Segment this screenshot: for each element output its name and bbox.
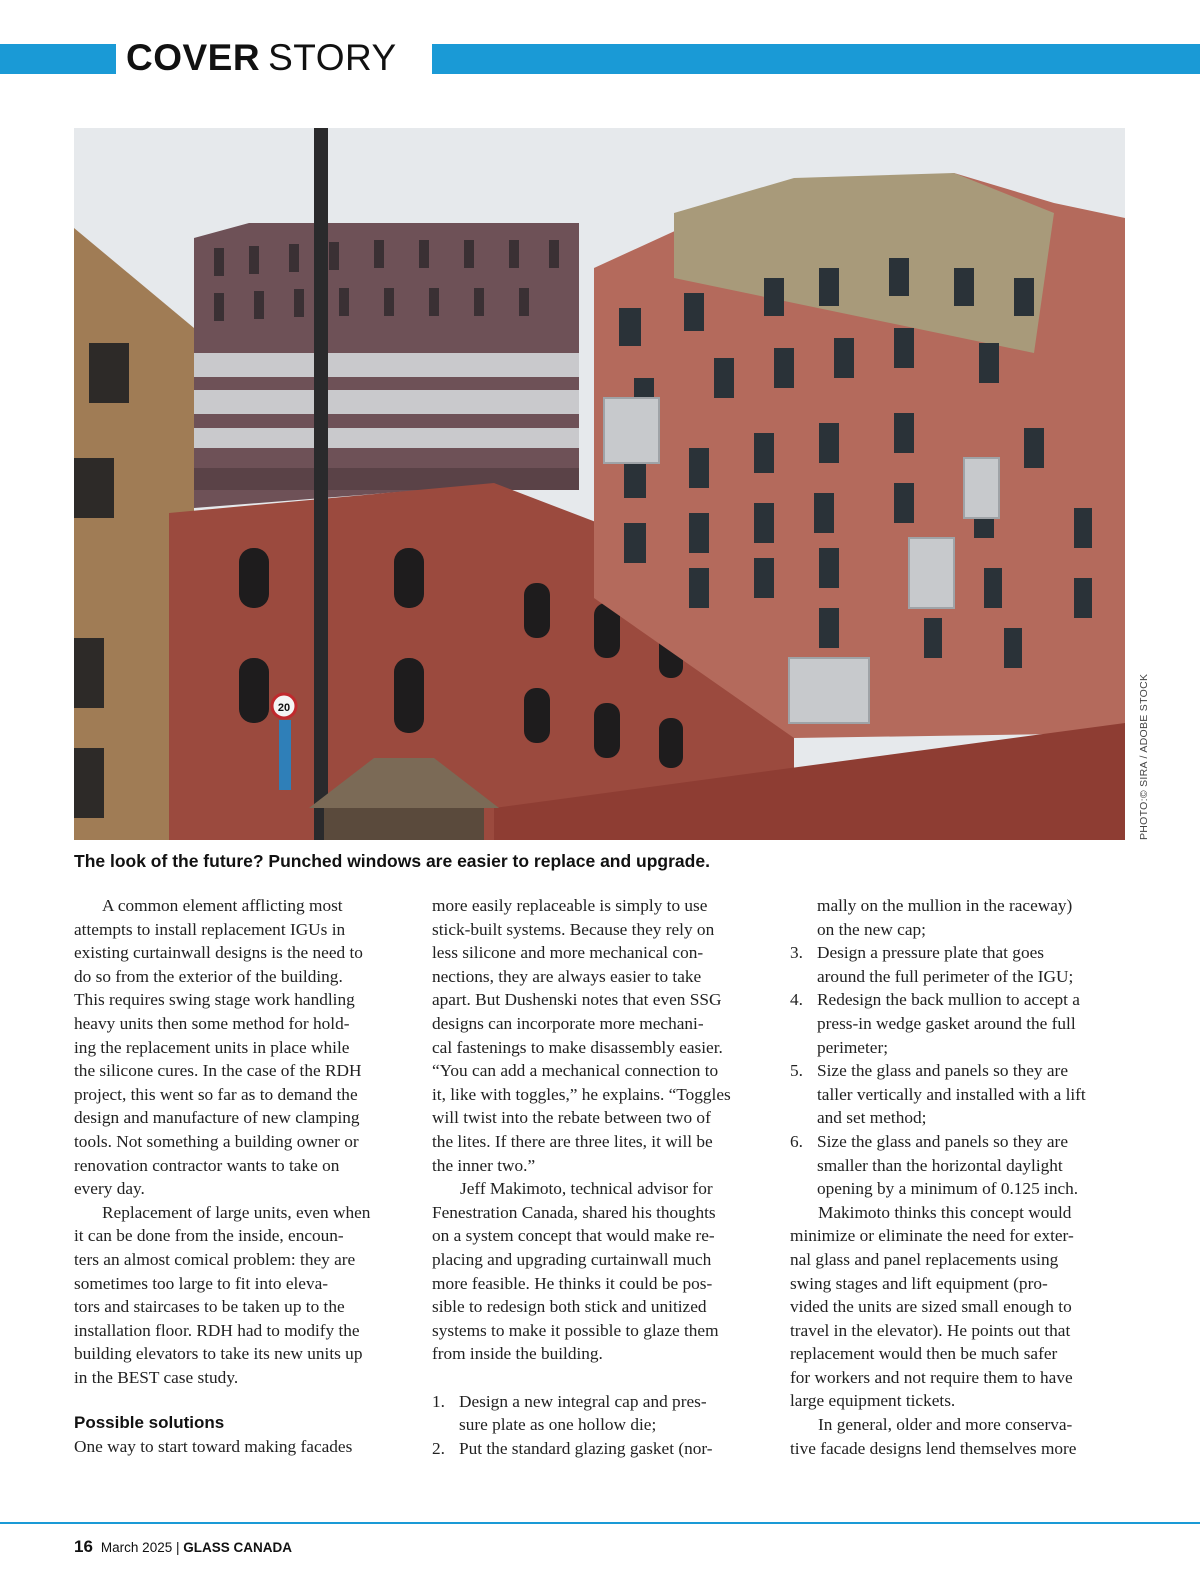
list-item	[432, 1390, 768, 1437]
text-column-2	[432, 894, 768, 1461]
list-text: Design a new integral cap and pres- sure plate as one hollow die;	[459, 1391, 707, 1435]
paragraph: In general, older and more conserva- tive facade designs lend themselves more	[790, 1415, 1077, 1458]
list-number: 1.	[432, 1391, 445, 1411]
header-accent-bar-right	[432, 44, 1200, 74]
building-photo-illustration	[74, 128, 1125, 840]
paragraph: One way to start toward making facades	[74, 1437, 353, 1457]
speed-sign-text: 20	[277, 702, 291, 714]
list-number: 5.	[790, 1061, 803, 1081]
list-continuation: mally on the mullion in the raceway) on the new cap;	[817, 896, 1073, 939]
paragraph: Replacement of large units, even when it can be done from the inside, encoun- ters an almost comical problem: they are sometimes too large to fit into eleva- tors and staircases to be taken up to the installation floor. RDH had to modify the building elevators to take its new units up in the BEST case study.	[74, 1202, 371, 1387]
list-item	[790, 1059, 1126, 1130]
magazine-name: GLASS CANADA	[183, 1540, 293, 1555]
list-item	[790, 988, 1126, 1059]
subheading: Possible solutions	[74, 1413, 225, 1433]
list-item	[790, 1130, 1126, 1201]
list-text: Put the standard glazing gasket (nor-	[459, 1439, 713, 1459]
list-text: Size the glass and panels so they are smaller than the horizontal daylight opening by a minimum of 0.125 inch.	[817, 1131, 1079, 1199]
photo-credit: PHOTO:© SIRA / ADOBE STOCK	[1138, 673, 1150, 840]
list-text: Design a pressure plate that goes around the full perimeter of the IGU;	[817, 943, 1074, 986]
footer-rule	[0, 1522, 1200, 1524]
cover-photo	[74, 128, 1125, 840]
photo-caption: The look of the future? Punched windows are easier to replace and upgrade.	[74, 851, 710, 871]
list-number: 4.	[790, 990, 803, 1010]
list-number: 3.	[790, 943, 803, 963]
page-number: 16	[74, 1537, 93, 1556]
section-title-light: STORY	[268, 37, 397, 78]
text-column-1	[74, 894, 410, 1459]
paragraph: Jeff Makimoto, technical advisor for Fenestration Canada, shared his thoughts on a system concept that would make re- placing and upgrading curtainwall much more feasible. He thinks it could be pos- sible to redesign both stick and unitized systems to make it possible to glaze them from inside the building.	[432, 1179, 719, 1364]
list-item	[432, 1437, 768, 1461]
list-text: Redesign the back mullion to accept a press-in wedge gasket around the full perimeter;	[817, 990, 1080, 1057]
issue-date: March 2025	[100, 1540, 173, 1555]
list-number: 6.	[790, 1131, 803, 1151]
paragraph: A common element afflicting most attempts to install replacement IGUs in existing curtainwall designs is the need to do so from the exterior of the building. This requires swing stage work handling heavy units then some method for hold- ing the replacement units in place while the silicone cures. In the case of the RDH project, this went so far as to demand the design and manufacture of new clamping tools. Not something a building owner or renovation contractor wants to take on every day.	[74, 896, 363, 1199]
section-title-bold: COVER	[126, 37, 261, 78]
paragraph: Makimoto thinks this concept would minimize or eliminate the need for exter- nal glass and panel replacements using swing stages and lift equipment (pro- vided the units are sized small enough to travel in the elevator). He points out that replacement would then be much safer for workers and not require them to have large equipment tickets.	[790, 1202, 1074, 1411]
list-item	[790, 941, 1126, 988]
footer-separator: |	[175, 1540, 180, 1555]
paragraph: more easily replaceable is simply to use stick-built systems. Because they rely on less silicone and more mechanical con- nections, they are always easier to take apart. But Dushenski notes that even SSG designs can incorporate more mechani- cal fastenings to make disassembly easier. “You can add a mechanical connection to it, like with toggles,” he explains. “Toggles will twist into the rebate between two of the lites. If there are three lites, it will be the inner two.”	[432, 896, 731, 1175]
section-title	[126, 36, 397, 80]
header-accent-bar-left	[0, 44, 116, 74]
page-footer	[74, 1537, 292, 1557]
list-text: Size the glass and panels so they are taller vertically and installed with a lift and set method;	[817, 1061, 1086, 1128]
list-number: 2.	[432, 1439, 445, 1459]
text-column-3	[790, 894, 1126, 1460]
spacer	[432, 1366, 768, 1390]
